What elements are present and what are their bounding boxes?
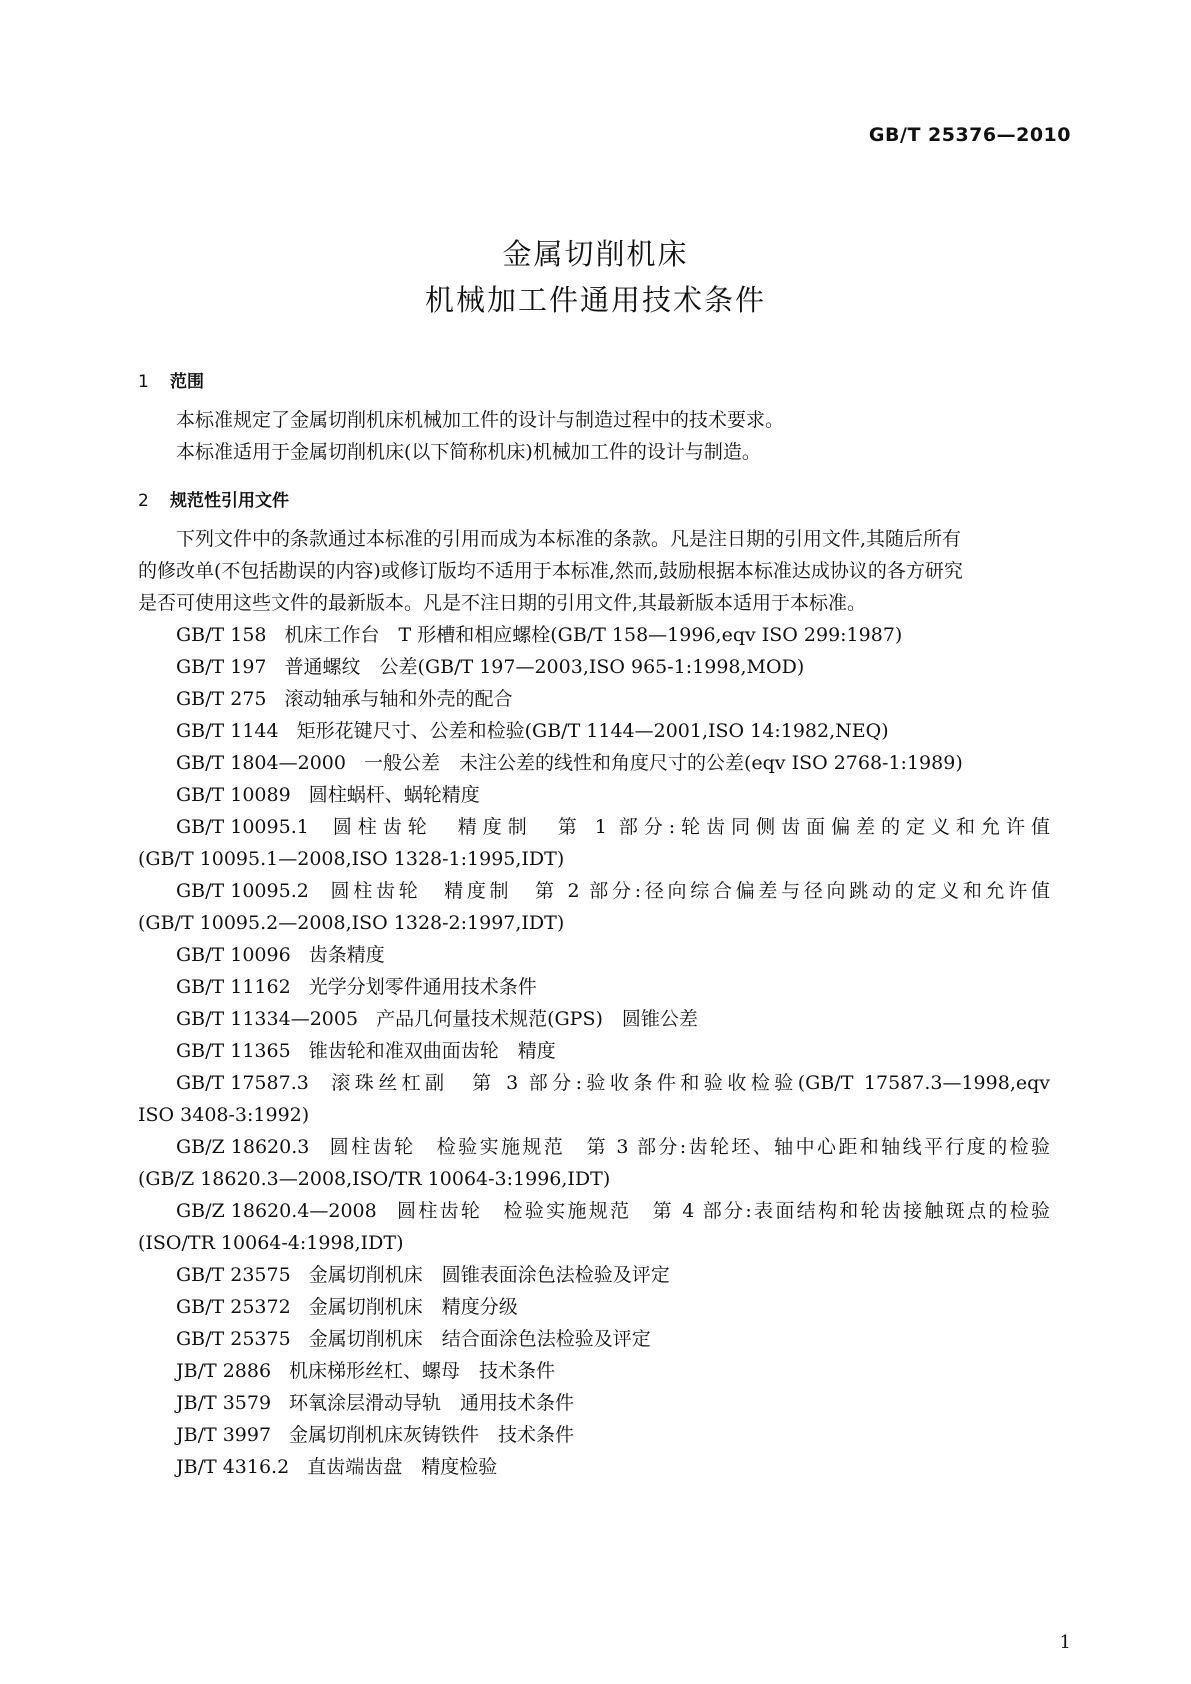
reference-item [138,1419,1050,1451]
reference-code: GB/T 17587.3 [176,1072,309,1094]
intro-line: 是否可使用这些文件的最新版本。凡是不注日期的引用文件,其最新版本适用于本标准。 [138,592,867,614]
reference-code: GB/T 10089 [176,784,291,806]
intro-line: 的修改单(不包括勘误的内容)或修订版均不适用于本标准,然而,鼓励根据本标准达成协议的各方研究 [138,560,963,582]
document-title-line1: 金属切削机床 [502,237,689,271]
reference-code: GB/T 10095.2 [176,880,309,902]
reference-title: 圆柱齿轮 检验实施规范 第 4 部分:表面结构和轮齿接触斑点的检验 [394,1200,1050,1222]
reference-code: GB/T 25375 [176,1328,291,1350]
reference-code: GB/T 275 [176,688,267,710]
reference-item [138,1291,1050,1323]
section-title: 规范性引用文件 [170,491,289,511]
reference-title: 金属切削机床 结合面涂色法检验及评定 [308,1328,651,1350]
reference-code: GB/T 158 [176,624,267,646]
reference-code: JB/T 3579 [176,1392,272,1414]
reference-item [138,683,1050,715]
reference-code: GB/T 11162 [176,976,291,998]
reference-title: 圆柱齿轮 精度制 第 1 部分:轮齿同侧齿面偏差的定义和允许值 [326,816,1050,838]
reference-item [138,1387,1050,1419]
reference-title: 环氧涂层滑动导轨 通用技术条件 [289,1392,575,1414]
reference-title: 产品几何量技术规范(GPS) 圆锥公差 [376,1008,698,1030]
document-title-line2: 机械加工件通用技术条件 [424,283,766,317]
page-number: 1 [1059,1632,1071,1653]
reference-continuation: (GB/Z 18620.3—2008,ISO/TR 10064-3:1996,IDT) [138,1168,611,1190]
reference-title: 光学分划零件通用技术条件 [308,976,537,998]
reference-title: 机床工作台 T 形槽和相应螺栓(GB/T 158—1996,eqv ISO 299:1987) [284,624,903,646]
section-2-heading [138,486,289,511]
intro-line: 下列文件中的条款通过本标准的引用而成为本标准的条款。凡是注日期的引用文件,其随后所有 [176,528,962,550]
reference-code: GB/T 1804—2000 [176,752,346,774]
reference-title: 矩形花键尺寸、公差和检验(GB/T 1144—2001,ISO 14:1982,NEQ) [296,720,889,742]
reference-code: GB/T 1144 [176,720,279,742]
reference-continuation: (GB/T 10095.1—2008,ISO 1328-1:1995,IDT) [138,848,565,870]
reference-item [138,1067,1050,1099]
reference-title: 普通螺纹 公差(GB/T 197—2003,ISO 965-1:1998,MOD) [284,656,805,678]
reference-title: 金属切削机床 圆锥表面涂色法检验及评定 [308,1264,670,1286]
section-number: 1 [138,372,149,392]
paragraph: 本标准适用于金属切削机床(以下简称机床)机械加工件的设计与制造。 [176,441,761,463]
reference-item [138,1451,1050,1483]
reference-code: GB/Z 18620.4—2008 [176,1200,377,1222]
reference-item [138,1195,1050,1227]
reference-code: GB/T 23575 [176,1264,291,1286]
reference-code: JB/T 2886 [176,1360,272,1382]
reference-item [138,1131,1050,1163]
reference-code: GB/T 197 [176,656,267,678]
reference-item [138,971,1050,1003]
reference-code: GB/T 25372 [176,1296,291,1318]
reference-title: 圆柱齿轮 检验实施规范 第 3 部分:齿轮坯、轴中心距和轴线平行度的检验 [327,1136,1050,1158]
reference-code: GB/T 10095.1 [176,816,309,838]
reference-continuation: (GB/T 10095.2—2008,ISO 1328-2:1997,IDT) [138,912,565,934]
reference-item [138,1355,1050,1387]
reference-title: 金属切削机床灰铸铁件 技术条件 [289,1424,575,1446]
reference-title: 机床梯形丝杠、螺母 技术条件 [289,1360,556,1382]
reference-title: 滚珠丝杠副 第 3 部分:验收条件和验收检验(GB/T 17587.3—1998,eqv [326,1072,1050,1094]
reference-title: 齿条精度 [308,944,385,966]
reference-item [138,811,1050,843]
reference-code: GB/T 11365 [176,1040,291,1062]
section-2-body [138,523,1050,1483]
reference-title: 一般公差 未注公差的线性和角度尺寸的公差(eqv ISO 2768-1:1989) [363,752,963,774]
section-number: 2 [138,491,149,511]
reference-code: JB/T 4316.2 [176,1456,290,1478]
reference-item [138,747,1050,779]
reference-item [138,875,1050,907]
reference-title: 圆柱齿轮 精度制 第 2 部分:径向综合偏差与径向跳动的定义和允许值 [326,880,1050,902]
reference-item [138,779,1050,811]
reference-title: 金属切削机床 精度分级 [308,1296,518,1318]
reference-code: GB/T 11334—2005 [176,1008,359,1030]
reference-item [138,1323,1050,1355]
reference-item [138,1035,1050,1067]
section-1-body [138,404,1050,468]
reference-code: GB/T 10096 [176,944,291,966]
reference-title: 圆柱蜗杆、蜗轮精度 [308,784,480,806]
reference-item [138,619,1050,651]
reference-continuation: ISO 3408-3:1992) [138,1104,310,1126]
reference-item [138,1003,1050,1035]
reference-code: JB/T 3997 [176,1424,272,1446]
standard-number: GB/T 25376—2010 [868,124,1071,146]
reference-item [138,1259,1050,1291]
paragraph: 本标准规定了金属切削机床机械加工件的设计与制造过程中的技术要求。 [176,409,785,431]
reference-list [138,619,1050,1483]
reference-title: 直齿端齿盘 精度检验 [307,1456,498,1478]
section-title: 范围 [170,372,204,392]
reference-title: 锥齿轮和准双曲面齿轮 精度 [308,1040,556,1062]
reference-item [138,651,1050,683]
section-1-heading [138,367,204,392]
reference-continuation: (ISO/TR 10064-4:1998,IDT) [138,1232,404,1254]
reference-code: GB/Z 18620.3 [176,1136,310,1158]
reference-item [138,715,1050,747]
reference-item [138,939,1050,971]
reference-title: 滚动轴承与轴和外壳的配合 [284,688,513,710]
